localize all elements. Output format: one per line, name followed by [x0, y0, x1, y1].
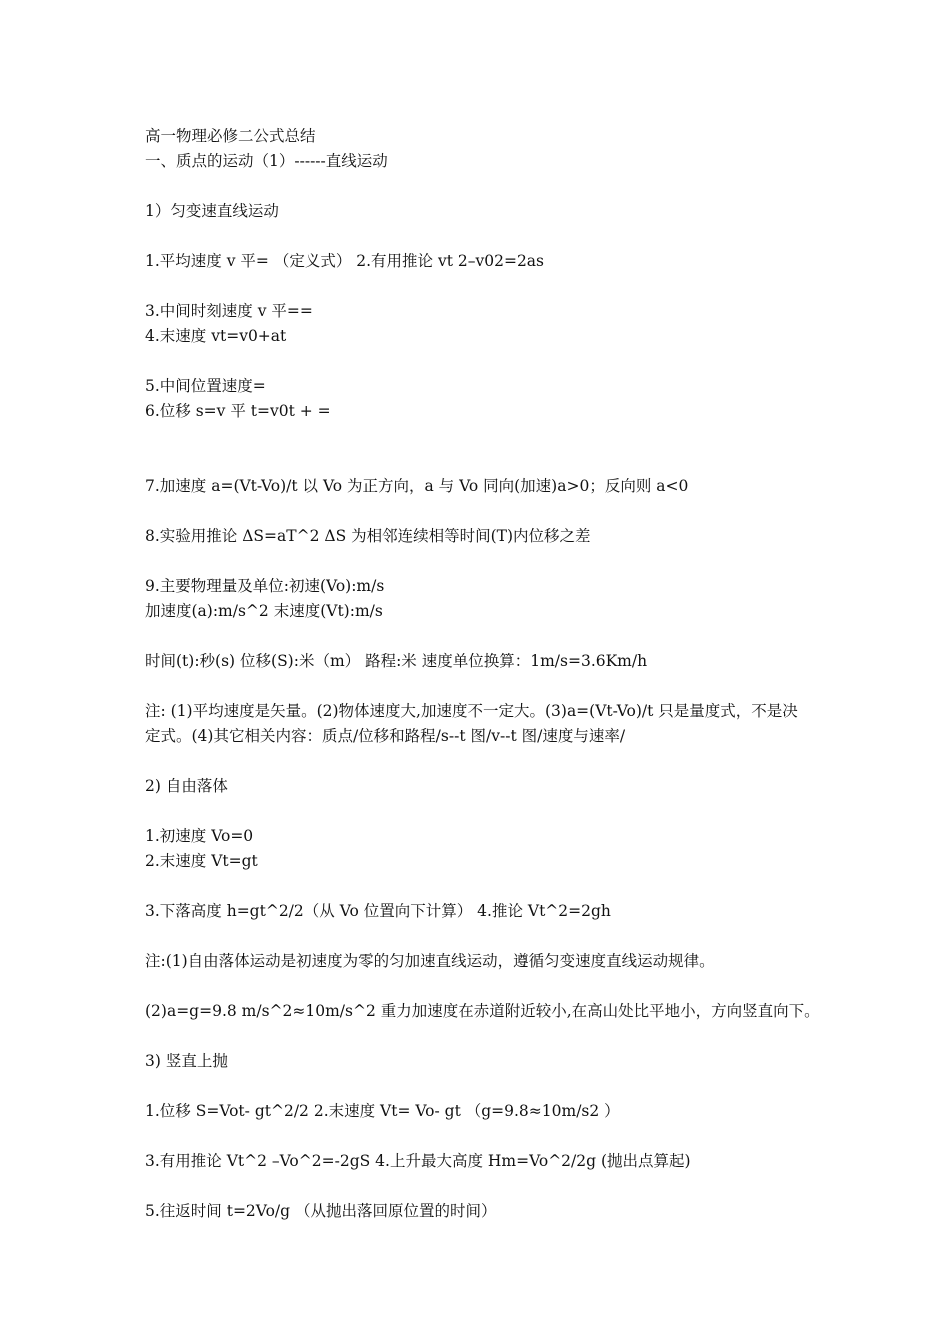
- note-line: 注:(1)自由落体运动是初速度为零的匀加速直线运动，遵循匀变速度直线运动规律。: [145, 952, 715, 970]
- formula-line: 8.实验用推论 ΔS=aT^2 ΔS 为相邻连续相等时间(T)内位移之差: [145, 527, 591, 545]
- formula-line: 1.位移 S=Vot- gt^2/2 2.末速度 Vt= Vo- gt （g=9.8≈10m/s2 ）: [145, 1102, 620, 1120]
- units-line: 9.主要物理量及单位:初速(Vo):m/s: [145, 577, 385, 595]
- formula-line: 3.中间时刻速度 v 平==: [145, 302, 313, 320]
- note-line: (2)a=g=9.8 m/s^2≈10m/s^2 重力加速度在赤道附近较小,在高山处比平地小，方向竖直向下。: [145, 1002, 820, 1020]
- formula-line: 1.初速度 Vo=0: [145, 827, 254, 845]
- section-heading-uniform-acceleration: 1）匀变速直线运动: [145, 202, 279, 220]
- formula-line: 5.中间位置速度=: [145, 377, 266, 395]
- units-line: 时间(t):秒(s) 位移(S):米（m） 路程:米 速度单位换算：1m/s=3.6Km/h: [145, 652, 648, 670]
- units-line: 加速度(a):m/s^2 末速度(Vt):m/s: [145, 602, 383, 620]
- document-title: 高一物理必修二公式总结: [145, 127, 316, 145]
- formula-line: 1.平均速度 v 平= （定义式） 2.有用推论 vt 2–v02=2as: [145, 252, 545, 270]
- section-heading-free-fall: 2) 自由落体: [145, 777, 228, 795]
- document-page: [145, 124, 820, 1224]
- section-heading-vertical-throw: 3) 竖直上抛: [145, 1052, 228, 1070]
- formula-line: 3.有用推论 Vt^2 –Vo^2=-2gS 4.上升最大高度 Hm=Vo^2/2g (抛出点算起): [145, 1152, 691, 1170]
- note-paragraph: 注: (1)平均速度是矢量。(2)物体速度大,加速度不一定大。(3)a=(Vt-Vo)/t 只是量度式，不是决定式。(4)其它相关内容：质点/位移和路程/s--t 图/v--t 图/速度与速率/: [145, 702, 798, 745]
- formula-line: 4.末速度 vt=v0+at: [145, 327, 287, 345]
- formula-line: 3.下落高度 h=gt^2/2（从 Vo 位置向下计算） 4.推论 Vt^2=2gh: [145, 902, 611, 920]
- chapter-heading: 一、质点的运动（1）------直线运动: [145, 152, 388, 170]
- formula-line: 7.加速度 a=(Vt-Vo)/t 以 Vo 为正方向，a 与 Vo 同向(加速)a>0；反向则 a<0: [145, 477, 689, 495]
- formula-line: 5.往返时间 t=2Vo/g （从抛出落回原位置的时间）: [145, 1202, 497, 1220]
- formula-line: 6.位移 s=v 平 t=v0t + =: [145, 402, 331, 420]
- formula-line: 2.末速度 Vt=gt: [145, 852, 258, 870]
